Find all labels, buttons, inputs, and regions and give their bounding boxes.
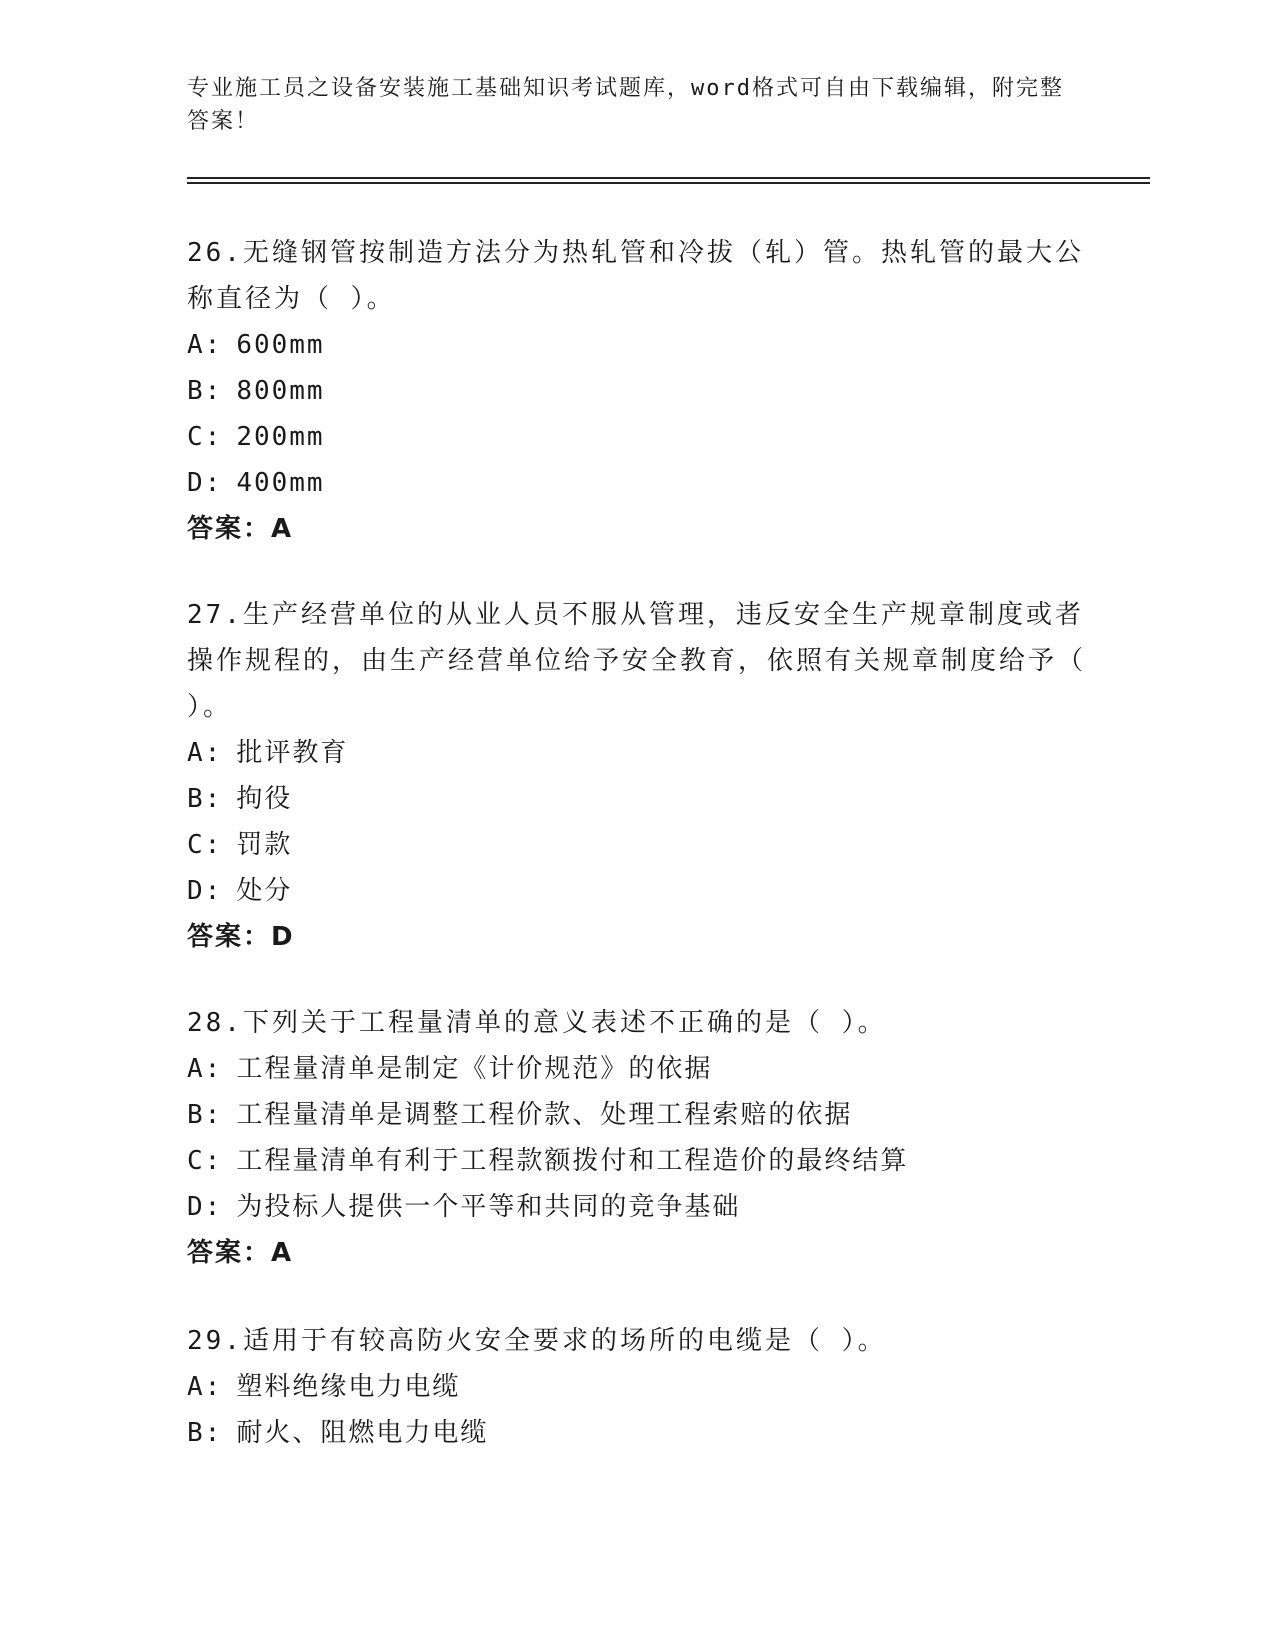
option-letter: B: [187, 1418, 223, 1448]
answer-line: 答案：A [187, 514, 294, 544]
option-letter: D: [187, 468, 223, 498]
option-letter: B: [187, 1100, 223, 1130]
option-text: 为投标人提供一个平等和共同的竞争基础 [236, 1192, 741, 1222]
option-text: 200mm [236, 422, 325, 452]
option-text: 工程量清单是调整工程价款、处理工程索赔的依据 [236, 1100, 853, 1130]
option-letter: B: [187, 376, 223, 406]
option-letter: B: [187, 784, 223, 814]
question-28 [187, 1000, 1087, 1276]
option-text: 拘役 [236, 784, 293, 814]
option-c [187, 822, 1087, 868]
option-letter: A: [187, 1372, 223, 1402]
option-b [187, 368, 1087, 414]
option-d [187, 868, 1087, 914]
document-header-title: 专业施工员之设备安装施工基础知识考试题库，word格式可自由下载编辑，附完整答案！ [187, 76, 1064, 134]
option-c [187, 414, 1087, 460]
option-text: 400mm [236, 468, 325, 498]
option-letter: C: [187, 1146, 223, 1176]
option-letter: D: [187, 1192, 223, 1222]
option-text: 处分 [236, 876, 293, 906]
option-text: 工程量清单有利于工程款额拨付和工程造价的最终结算 [236, 1146, 909, 1176]
option-letter: C: [187, 830, 223, 860]
option-text: 塑料绝缘电力电缆 [236, 1372, 461, 1402]
question-stem: 26.无缝钢管按制造方法分为热轧管和冷拔（轧）管。热轧管的最大公称直径为（ ）。 [187, 238, 1084, 314]
option-a [187, 1364, 1087, 1410]
header-divider-bottom [187, 182, 1150, 184]
question-26 [187, 230, 1087, 552]
answer-line: 答案：D [187, 922, 295, 952]
option-a [187, 730, 1087, 776]
option-a [187, 322, 1087, 368]
question-stem: 29.适用于有较高防火安全要求的场所的电缆是（ ）。 [187, 1326, 887, 1356]
option-letter: A: [187, 738, 223, 768]
option-letter: C: [187, 422, 223, 452]
option-a [187, 1046, 1087, 1092]
option-d [187, 460, 1087, 506]
header-divider-top [187, 177, 1150, 179]
option-text: 罚款 [236, 830, 293, 860]
option-text: 批评教育 [236, 738, 349, 768]
question-stem: 28.下列关于工程量清单的意义表述不正确的是（ ）。 [187, 1008, 887, 1038]
question-stem: 27.生产经营单位的从业人员不服从管理，违反安全生产规章制度或者操作规程的，由生产经营单位给予安全教育，依照有关规章制度给予（ ）。 [187, 600, 1087, 722]
answer-line: 答案：A [187, 1238, 294, 1268]
option-d [187, 1184, 1087, 1230]
option-b [187, 776, 1087, 822]
option-letter: A: [187, 330, 223, 360]
option-letter: A: [187, 1054, 223, 1084]
option-b [187, 1410, 1087, 1456]
option-text: 600mm [236, 330, 325, 360]
question-27 [187, 592, 1087, 960]
option-letter: D: [187, 876, 223, 906]
option-text: 耐火、阻燃电力电缆 [236, 1418, 489, 1448]
option-c [187, 1138, 1087, 1184]
option-text: 800mm [236, 376, 325, 406]
question-29 [187, 1318, 1087, 1456]
option-text: 工程量清单是制定《计价规范》的依据 [236, 1054, 713, 1084]
option-b [187, 1092, 1087, 1138]
